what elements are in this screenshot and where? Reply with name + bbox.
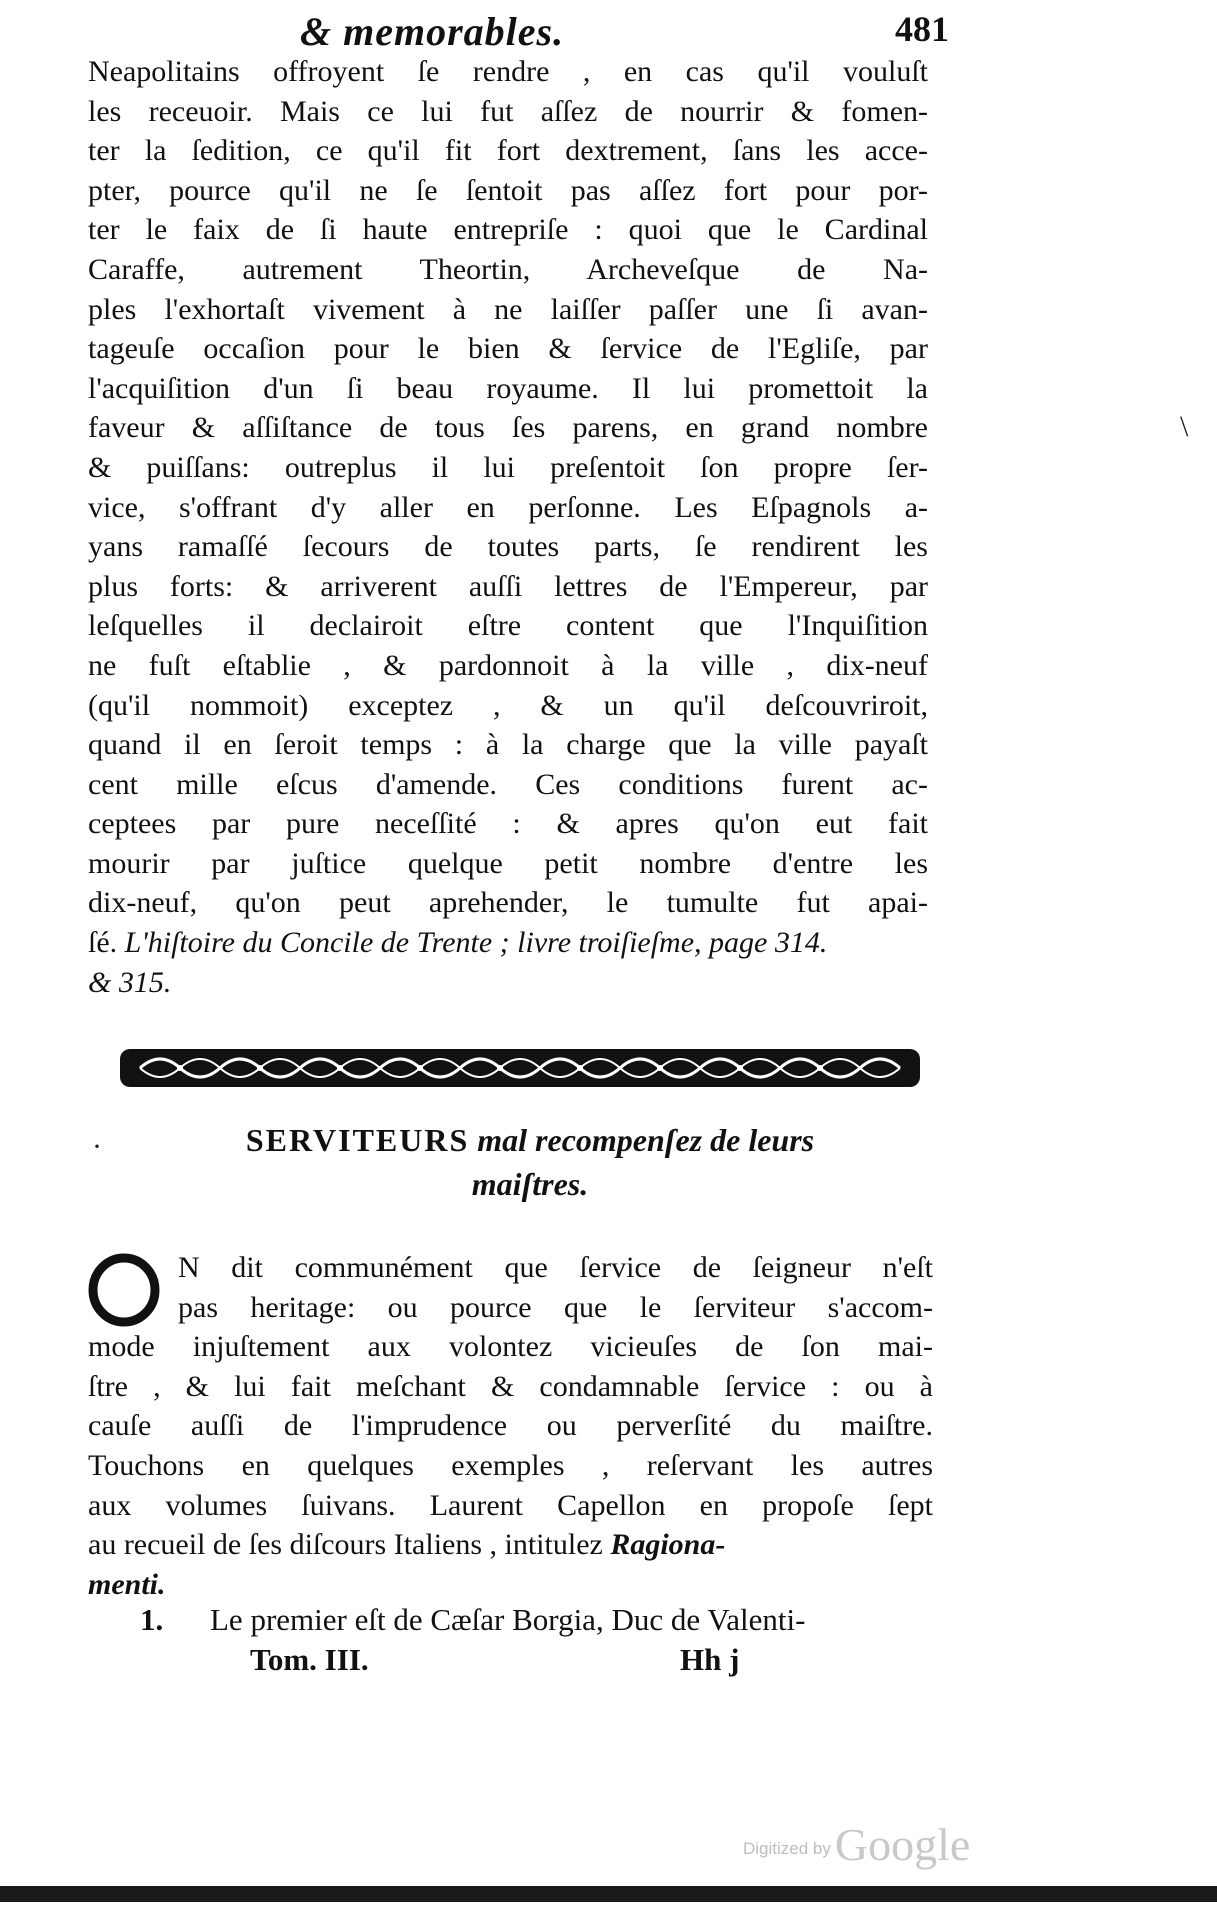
text-line: cent mille eſcus d'amende. Ces conditions furent ac- xyxy=(88,767,928,801)
text-line: ter le faix de ſi haute entrepriſe : quoi que le Cardinal xyxy=(88,213,928,247)
section-heading-rest: mal recompenſez de leurs xyxy=(477,1122,815,1158)
volume-label: Tom. III. xyxy=(250,1642,369,1677)
text-line: au recueil de ſes diſcours Italiens , intitulez xyxy=(88,1528,603,1562)
citation-line xyxy=(88,923,928,963)
list-text: Le premier eſt de Cæſar Borgia, Duc de Valenti- xyxy=(210,1602,806,1637)
google-logo: Google xyxy=(834,1819,971,1870)
text-line: Neapolitains offroyent ſe rendre , en cas qu'il vouluſt xyxy=(88,55,928,88)
text-line: N dit communément que ſervice de ſeigneur n'eſt xyxy=(178,1251,933,1284)
text-line-with-italic xyxy=(88,1525,933,1565)
text-line: les receuoir. Mais ce lui fut aſſez de nourrir & fomen- xyxy=(88,94,928,128)
running-head: & memorables. xyxy=(300,9,565,54)
text-line: pas heritage: ou pource que le ſerviteur s'accom- xyxy=(178,1290,933,1324)
text-line: l'acquiſition d'un ſi beau royaume. Il lui promettoit la xyxy=(88,371,928,405)
text-line: ſtre , & lui fait meſchant & condamnable ſervice : ou à xyxy=(88,1369,933,1403)
text-line: cauſe auſſi de l'imprudence ou perverſité du maiſtre. xyxy=(88,1409,933,1443)
list-number: 1. xyxy=(140,1602,164,1637)
text-line: dix-neuf, qu'on peut aprehender, le tumulte fut apai- xyxy=(88,886,928,920)
italic-title: Ragiona- xyxy=(610,1528,726,1562)
dropcap-letter: O xyxy=(88,1252,89,1253)
text-line: ceptees par pure neceſſité : & apres qu'on eut fait xyxy=(88,807,928,841)
stray-mark: · xyxy=(92,1130,102,1163)
paragraph-1 xyxy=(88,52,928,1002)
citation-tail: & 315. xyxy=(88,965,172,999)
digitized-by-label: Digitized by xyxy=(743,1839,831,1858)
text-line: vice, s'offrant d'y aller en perſonne. Les Eſpagnols a- xyxy=(88,490,928,524)
italic-title-continued: menti. xyxy=(88,1567,166,1601)
text-line: faveur & aſſiſtance de tous ſes parens, en grand nombre xyxy=(88,411,928,445)
text-line: aux volumes ſuivans. Laurent Capellon en propoſe ſept xyxy=(88,1488,933,1522)
page-number: 481 xyxy=(895,9,949,49)
text-line: tageuſe occaſion pour le bien & ſervice de l'Egliſe, par xyxy=(88,332,928,366)
text-line: mourir par juſtice quelque petit nombre d'entre les xyxy=(88,846,928,880)
digitized-watermark xyxy=(743,1818,970,1871)
paragraph-2 xyxy=(88,1248,933,1604)
section-heading-caps: SERVITEURS xyxy=(245,1122,470,1158)
text-line: ples l'exhortaſt vivement à ne laiſſer paſſer une ſi avan- xyxy=(88,292,928,326)
page-footer xyxy=(250,1640,850,1680)
text-line: Caraffe, autrement Theortin, Archeveſque de Na- xyxy=(88,252,928,286)
text-line: Touchons en quelques exemples , reſervant les autres xyxy=(88,1448,933,1482)
text-line: pter, pource qu'il ne ſe ſentoit pas aſſez fort pour por- xyxy=(88,173,928,207)
text-line: mode injuſtement aux volontez vicieuſes de ſon mai- xyxy=(88,1330,933,1364)
text-line: & puiſſans: outreplus il lui preſentoit ſon propre ſer- xyxy=(88,450,928,484)
text-line: quand il en ſeroit temps : à la charge que la ville payaſt xyxy=(88,728,928,762)
ornamental-band xyxy=(120,1045,920,1091)
citation-reference: L'hiſtoire du Concile de Trente ; livre troiſieſme, page 314. xyxy=(124,926,828,960)
page-edge-shadow xyxy=(0,1886,1217,1902)
text-line: leſquelles il declairoit eſtre content que l'Inquiſition xyxy=(88,609,928,643)
section-heading-line-2: maiſtres. xyxy=(471,1166,589,1202)
text-line: plus forts: & arriverent auſſi lettres de l'Empereur, par xyxy=(88,569,928,603)
list-item xyxy=(140,1600,940,1640)
text-line: ter la ſedition, ce qu'il fit fort dextrement, ſans les acce- xyxy=(88,134,928,168)
section-heading-line-1 xyxy=(150,1118,910,1162)
text-line: yans ramaſſé ſecours de toutes parts, ſe rendirent les xyxy=(88,530,928,564)
section-heading xyxy=(150,1118,910,1206)
stray-mark: \ xyxy=(1180,410,1189,443)
text-line: ne fuſt eſtablie , & pardonnoit à la ville , dix-neuf xyxy=(88,648,928,682)
citation-lead: ſé. xyxy=(88,926,118,960)
signature-mark: Hh j xyxy=(680,1642,740,1677)
text-line: (qu'il nommoit) exceptez , & un qu'il deſcouvriroit, xyxy=(88,688,928,722)
